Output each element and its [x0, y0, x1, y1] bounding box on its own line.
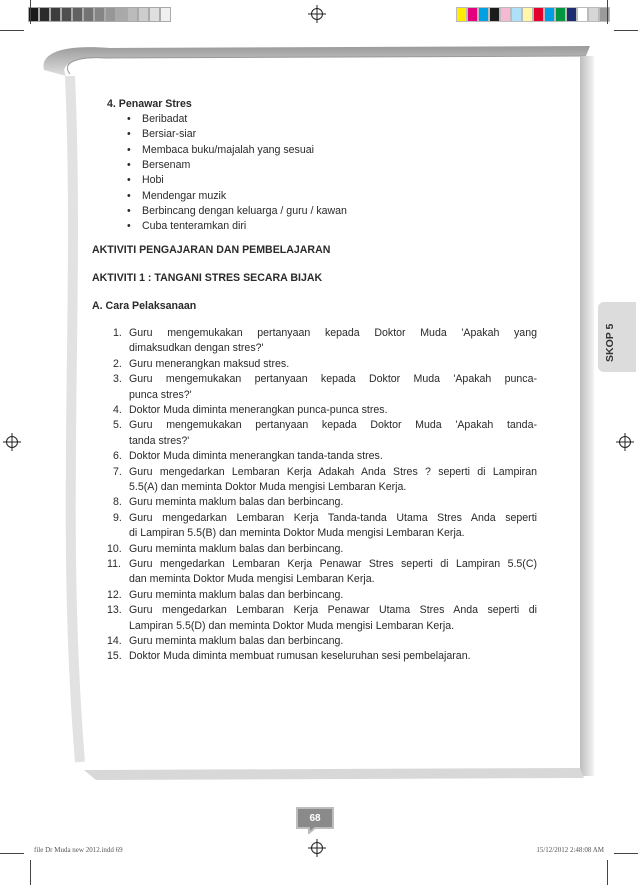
step-number: 9. — [113, 511, 122, 524]
step-number: 3. — [113, 373, 122, 386]
step-number: 10. — [107, 542, 122, 555]
step-text: Guru mengemukakan pertanyaan kepada Doktor Muda 'Apakah punca- — [129, 373, 537, 386]
step-number: 6. — [113, 450, 122, 463]
list-item: Beribadat — [142, 113, 188, 125]
step-text: Lampiran 5.5(D) dan meminta Doktor Muda mengisi Lembaran Kerja. — [129, 619, 455, 632]
step-text: Guru meminta maklum balas dan berbincang. — [129, 542, 344, 555]
list-item: Cuba tenteramkan diri — [142, 220, 247, 233]
step-number: 8. — [113, 496, 122, 509]
step-number: 4. — [113, 404, 122, 416]
step-number: 13. — [107, 604, 122, 617]
step-number: 12. — [107, 588, 122, 601]
bullet-icon: • — [127, 189, 131, 202]
step-text: Guru meminta maklum balas dan berbincang. — [129, 635, 344, 647]
list-item: Bersiar-siar — [142, 128, 197, 141]
section-a-heading: A. Cara Pelaksanaan — [92, 300, 197, 312]
step-text: dimaksudkan dengan stres?' — [129, 342, 264, 355]
step-text: Guru mengedarkan Lembaran Kerja Penawar Utama Stres Anda seperti di — [129, 604, 537, 617]
step-text: 5.5(A) dan meminta Doktor Muda mengisi Lembaran Kerja. — [129, 481, 407, 493]
aktiviti-1-title: AKTIVITI 1 : TANGANI STRES SECARA BIJAK — [92, 272, 323, 284]
step-text: punca stres?' — [129, 388, 192, 401]
step-text: Doktor Muda diminta membuat rumusan keseluruhan sesi pembelajaran. — [129, 650, 471, 663]
step-text: Guru mengedarkan Lembaran Kerja Penawar Stres seperti di Lampiran 5.5(C) — [129, 558, 537, 570]
step-number: 11. — [107, 558, 121, 570]
step-text: Guru meminta maklum balas dan berbincang. — [129, 588, 344, 601]
bullet-icon: • — [127, 143, 131, 156]
step-number: 1. — [113, 327, 122, 339]
step-text: dan meminta Doktor Muda mengisi Lembaran Kerja. — [129, 573, 375, 586]
step-text: di Lampiran 5.5(B) dan meminta Doktor Muda mengisi Lembaran Kerja. — [129, 527, 465, 540]
side-tab-label: SKOP 5 — [604, 323, 616, 362]
step-text: Doktor Muda diminta menerangkan punca-punca stres. — [129, 404, 388, 416]
bullet-icon: • — [127, 204, 131, 217]
step-text: Guru mengedarkan Lembaran Kerja Tanda-tanda Utama Stres Anda seperti — [129, 511, 537, 524]
step-text: Guru mengemukakan pertanyaan kepada Doktor Muda 'Apakah yang — [129, 327, 537, 339]
side-tab — [598, 302, 636, 372]
bullet-icon: • — [127, 220, 131, 233]
list-item: Membaca buku/majalah yang sesuai — [142, 143, 314, 156]
bullet-icon: • — [127, 128, 131, 141]
step-text: tanda stres?' — [129, 434, 190, 447]
page-number: 68 — [309, 813, 321, 824]
step-text: Doktor Muda diminta menerangkan tanda-tanda stres. — [129, 450, 383, 463]
bullet-icon: • — [127, 113, 131, 125]
step-text: Guru mengemukakan pertanyaan kepada Doktor Muda 'Apakah tanda- — [129, 419, 537, 432]
step-number: 14. — [107, 635, 122, 647]
aktiviti-heading: AKTIVITI PENGAJARAN DAN PEMBELAJARAN — [92, 244, 331, 256]
bullet-icon: • — [127, 174, 131, 187]
step-number: 15. — [107, 650, 122, 663]
list-item: Hobi — [142, 174, 164, 187]
footer-timestamp: 15/12/2012 2:48:08 AM — [536, 846, 604, 854]
step-text: Guru meminta maklum balas dan berbincang. — [129, 496, 344, 509]
bullet-icon: • — [127, 158, 131, 171]
penawar-stres-heading: 4. Penawar Stres — [107, 98, 192, 110]
step-number: 5. — [113, 419, 122, 432]
step-number: 2. — [113, 357, 122, 370]
list-item: Mendengar muzik — [142, 189, 227, 202]
step-text: Guru mengedarkan Lembaran Kerja Adakah Anda Stres ? seperti di Lampiran — [129, 465, 537, 478]
step-number: 7. — [113, 465, 122, 478]
step-text: Guru menerangkan maksud stres. — [129, 357, 290, 370]
list-item: Bersenam — [142, 158, 191, 171]
list-item: Berbincang dengan keluarga / guru / kawan — [142, 204, 347, 217]
footer-file-name: file Dr Muda new 2012.indd 69 — [34, 846, 123, 854]
